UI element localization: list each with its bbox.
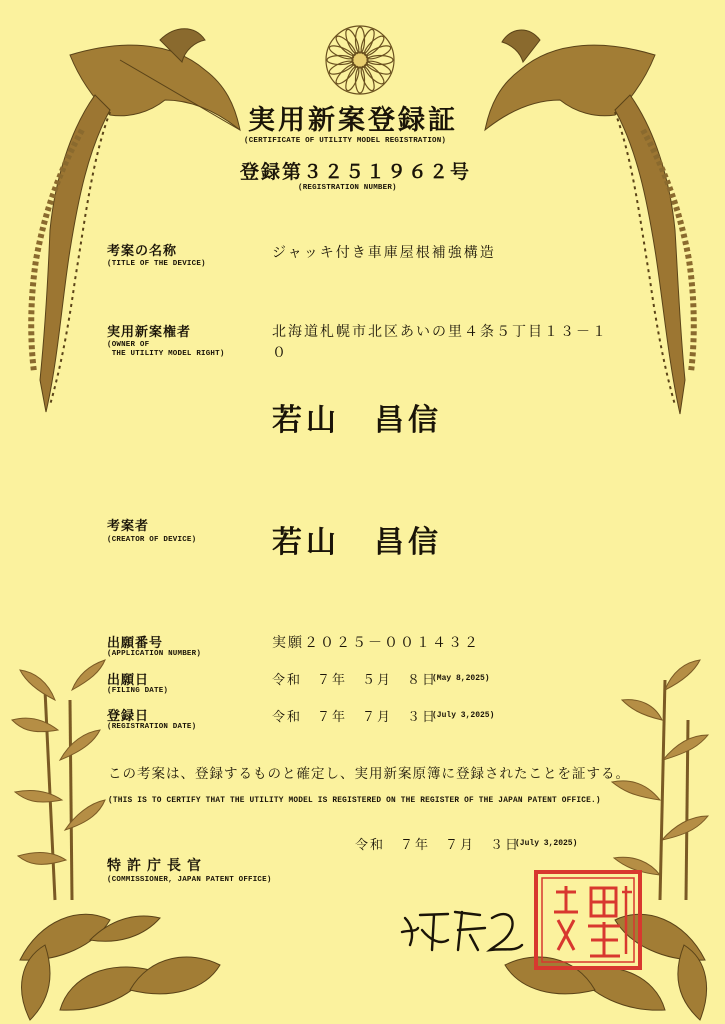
creator-label-en: (CREATOR OF DEVICE) [107, 536, 197, 544]
registration-date-value-en: (July 3,2025) [432, 711, 495, 720]
filing-date-label: 出願日 [107, 673, 150, 688]
right-phoenix-icon [485, 30, 694, 414]
certification-statement-en: (THIS IS TO CERTIFY THAT THE UTILITY MODEL IS REGISTERED ON THE REGISTER OF THE JAPAN PATENT OFFICE.) [108, 797, 601, 805]
creator-label: 考案者 [107, 519, 150, 534]
creator-name: 若山 昌信 [272, 525, 442, 560]
owner-address-line2: ０ [272, 345, 288, 361]
device-title-label-en: (TITLE OF THE DEVICE) [107, 260, 206, 268]
issue-date-value-en: (July 3,2025) [515, 839, 578, 848]
chrysanthemum-crest-icon [326, 26, 394, 94]
owner-label: 実用新案権者 [107, 325, 192, 340]
commissioner-signature-icon [402, 912, 522, 950]
device-title-value: ジャッキ付き車庫屋根補強構造 [272, 245, 496, 261]
registration-number-en: (REGISTRATION NUMBER) [298, 184, 397, 192]
registration-number: 登録第３２５１９６２号 [240, 161, 472, 183]
owner-address-line1: 北海道札幌市北区あいの里４条５丁目１３－１ [272, 324, 608, 340]
filing-date-value: 令和 ７年 ５月 ８日 [272, 673, 438, 688]
left-bamboo-icon [12, 660, 105, 900]
application-number-label: 出願番号 [107, 636, 164, 651]
registration-date-label: 登録日 [107, 709, 150, 724]
owner-name: 若山 昌信 [272, 403, 442, 438]
issue-date-value: 令和 ７年 ７月 ３日 [355, 838, 521, 853]
commissioner-label: 特許庁長官 [107, 858, 207, 874]
filing-date-label-en: (FILING DATE) [107, 687, 169, 695]
bottom-left-leaves-icon [20, 914, 220, 1020]
registration-date-value: 令和 ７年 ７月 ３日 [272, 710, 438, 725]
application-number-label-en: (APPLICATION NUMBER) [107, 650, 202, 658]
filing-date-value-en: (May 8,2025) [432, 674, 490, 683]
commissioner-label-en: (COMMISSIONER, JAPAN PATENT OFFICE) [107, 876, 272, 884]
owner-label-en: (OWNER OF THE UTILITY MODEL RIGHT) [107, 341, 225, 358]
certificate-title: 実用新案登録証 [248, 105, 458, 136]
certificate-title-en: (CERTIFICATE OF UTILITY MODEL REGISTRATION) [244, 137, 447, 145]
registration-date-label-en: (REGISTRATION DATE) [107, 723, 197, 731]
application-number-value: 実願２０２５－００１４３２ [272, 635, 480, 651]
device-title-label: 考案の名称 [107, 244, 178, 259]
certification-statement: この考案は、登録するものと確定し、実用新案原簿に登録されたことを証する。 [108, 766, 630, 782]
